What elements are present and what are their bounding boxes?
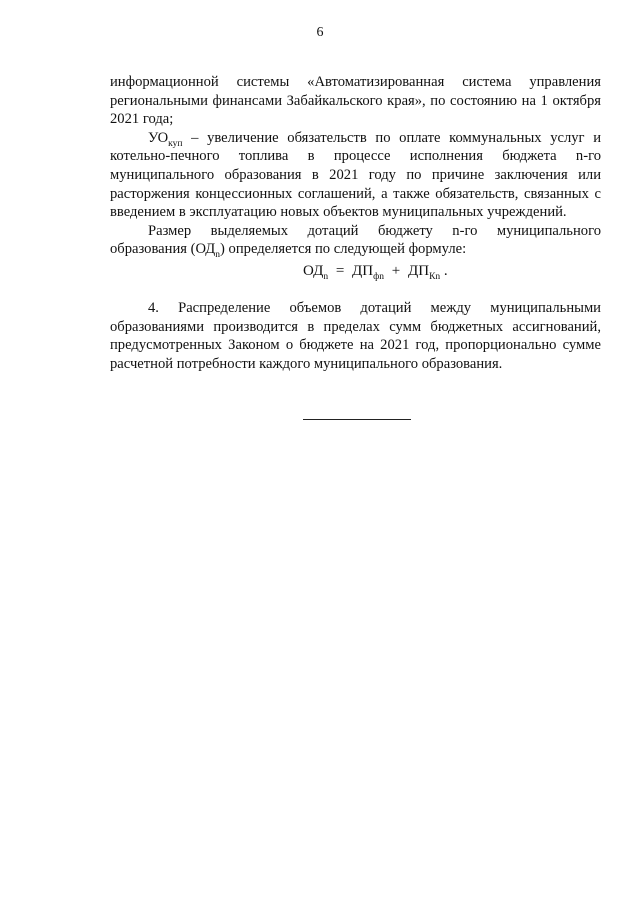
size-subscript: n [215, 250, 221, 261]
page-number: 6 [316, 25, 324, 40]
paragraph-4: 4. Распределение объемов дотаций между муниципальными образованиями производится в пределах сумм бюджетных ассигнований, предусмотренных Законом о бюджете на 2021 год, пропорционально сумме расчетной потребности каждого муниципального образования. [110, 300, 601, 372]
formula-term1-sub: фn [373, 272, 385, 282]
paragraph-size [110, 222, 601, 259]
formula-equals: = [335, 263, 345, 279]
formula-lhs: ОД [303, 263, 324, 279]
uo-subscript: куп [168, 138, 183, 149]
size-symbol: ОД [195, 241, 216, 258]
formula-term2-sub: Кn [429, 272, 441, 282]
formula [303, 262, 448, 281]
body-text [110, 73, 601, 259]
size-text-after: ) определяется по следующей формуле: [220, 241, 467, 258]
paragraph-uo-definition [110, 129, 601, 222]
closing-rule-divider [303, 419, 411, 420]
uo-symbol: УО [148, 129, 169, 146]
formula-term2: ДП [408, 263, 430, 279]
formula-plus: + [391, 263, 401, 279]
uo-text: – увеличение обязательств по оплате коммунальных услуг и котельно-печного топлива в процессе исполнения бюджета n-го муниципального образования в 2021 году по причине заключения или расторжения концессионных соглашений, а также обязательств, связанных с введением в эксплуатацию новых объектов муниципальных учреждений. [110, 129, 601, 221]
paragraph-4-block [110, 299, 601, 373]
formula-term1: ДП [352, 263, 374, 279]
size-text-before: Размер выделяемых дотаций бюджету n-го муниципального образования ( [110, 222, 601, 258]
formula-end: . [443, 263, 448, 279]
formula-lhs-sub: n [323, 272, 329, 282]
paragraph-continuation: информационной системы «Автоматизированная система управления региональными финансами Забайкальского края», по состоянию на 1 октября 2021 года; [110, 74, 601, 128]
